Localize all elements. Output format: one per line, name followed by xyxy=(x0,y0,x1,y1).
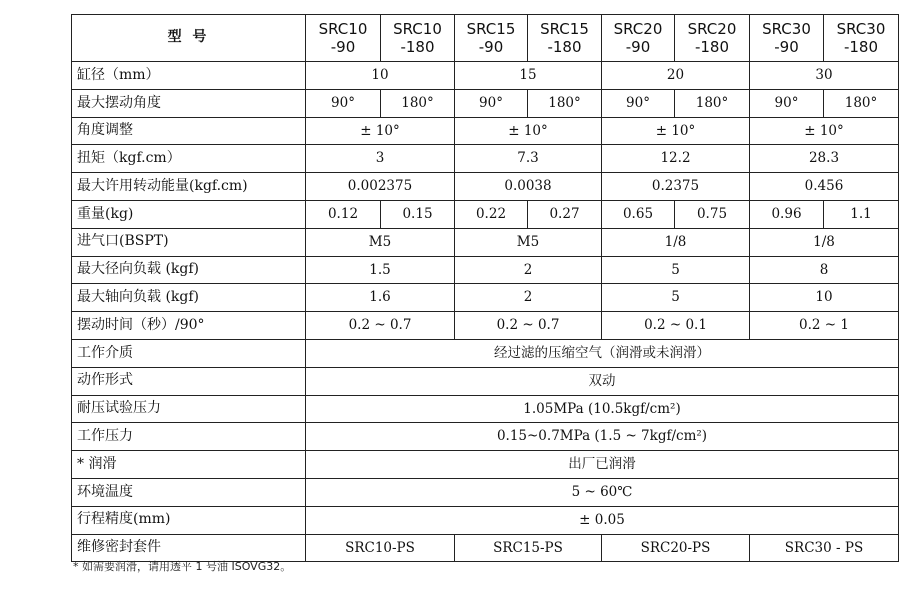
value-cell: 12.2 xyxy=(602,145,750,173)
value-cell: 1.1 xyxy=(824,200,899,228)
value-cell: 15 xyxy=(455,62,602,90)
value-cell: ± 10° xyxy=(306,117,455,145)
value-cell: 3 xyxy=(306,145,455,173)
value-cell: 28.3 xyxy=(750,145,899,173)
value-cell: 0.456 xyxy=(750,173,899,201)
row-label: 维修密封套件 xyxy=(72,534,306,562)
model-header-label: 型 号 xyxy=(72,15,306,62)
value-cell: 双动 xyxy=(306,367,899,395)
row-label: 扭矩（kgf.cm） xyxy=(72,145,306,173)
row-label: 缸径（mm） xyxy=(72,62,306,90)
value-cell: 90° xyxy=(750,89,824,117)
model-angle: -180 xyxy=(843,38,879,56)
value-cell: 0.0038 xyxy=(455,173,602,201)
value-cell: 2 xyxy=(455,284,602,312)
value-cell: ± 10° xyxy=(455,117,602,145)
value-cell: 180° xyxy=(824,89,899,117)
spec-row xyxy=(72,339,899,367)
value-cell: 0.002375 xyxy=(306,173,455,201)
value-cell: 90° xyxy=(306,89,381,117)
value-cell: 5 ~ 60℃ xyxy=(306,478,899,506)
value-cell: 1.5 xyxy=(306,256,455,284)
row-label: 角度调整 xyxy=(72,117,306,145)
spec-row xyxy=(72,145,899,173)
spec-table xyxy=(71,14,899,562)
spec-row xyxy=(72,451,899,479)
model-name: SRC10 xyxy=(393,20,442,38)
spec-row xyxy=(72,173,899,201)
row-label: 工作压力 xyxy=(72,423,306,451)
model-header-cell xyxy=(455,15,528,62)
model-name: SRC10 xyxy=(318,20,368,38)
model-name: SRC20 xyxy=(613,20,663,38)
value-cell: 180° xyxy=(381,89,455,117)
row-label: 耐压试验压力 xyxy=(72,395,306,423)
value-cell: 0.12 xyxy=(306,200,381,228)
row-label: * 润滑 xyxy=(72,451,306,479)
row-label: 最大许用转动能量(kgf.cm) xyxy=(72,173,306,201)
spec-row xyxy=(72,423,899,451)
value-cell: 180° xyxy=(528,89,602,117)
value-cell: 90° xyxy=(455,89,528,117)
row-label: 最大径向负载 (kgf) xyxy=(72,256,306,284)
value-cell: 0.2 ~ 1 xyxy=(750,312,899,340)
value-cell: SRC15-PS xyxy=(455,534,602,562)
value-cell: 5 xyxy=(602,256,750,284)
model-header-cell xyxy=(824,15,899,62)
model-angle: -90 xyxy=(330,38,356,56)
value-cell: 0.15 xyxy=(381,200,455,228)
footnote: * 如需要润滑，请用透平 1 号油 ISOVG32。 xyxy=(73,560,292,573)
spec-row xyxy=(72,367,899,395)
model-name: SRC15 xyxy=(466,20,516,38)
model-header-cell xyxy=(306,15,381,62)
model-angle: -90 xyxy=(625,38,651,56)
model-header-cell xyxy=(750,15,824,62)
value-cell: 0.27 xyxy=(528,200,602,228)
row-label: 动作形式 xyxy=(72,367,306,395)
value-cell: 1/8 xyxy=(750,228,899,256)
spec-row xyxy=(72,228,899,256)
value-cell: 0.22 xyxy=(455,200,528,228)
value-cell: ± 0.05 xyxy=(306,506,899,534)
value-cell: 10 xyxy=(750,284,899,312)
model-angle: -180 xyxy=(547,38,582,56)
value-cell: ± 10° xyxy=(750,117,899,145)
model-angle: -180 xyxy=(400,38,435,56)
model-name: SRC20 xyxy=(687,20,737,38)
value-cell: 1.05MPa (10.5kgf/cm²) xyxy=(306,395,899,423)
value-cell: M5 xyxy=(306,228,455,256)
value-cell: 5 xyxy=(602,284,750,312)
value-cell: 0.75 xyxy=(675,200,750,228)
model-header-cell xyxy=(381,15,455,62)
model-angle: -90 xyxy=(774,38,799,56)
value-cell: 0.15~0.7MPa (1.5 ~ 7kgf/cm²) xyxy=(306,423,899,451)
value-cell: 2 xyxy=(455,256,602,284)
model-name: SRC15 xyxy=(540,20,589,38)
value-cell: SRC30 - PS xyxy=(750,534,899,562)
value-cell: 1/8 xyxy=(602,228,750,256)
value-cell: ± 10° xyxy=(602,117,750,145)
model-header-cell xyxy=(675,15,750,62)
spec-row xyxy=(72,312,899,340)
value-cell: 0.2 ~ 0.7 xyxy=(455,312,602,340)
value-cell: 0.65 xyxy=(602,200,675,228)
spec-row xyxy=(72,506,899,534)
model-header-cell xyxy=(528,15,602,62)
row-label: 摆动时间（秒）/90° xyxy=(72,312,306,340)
value-cell: 20 xyxy=(602,62,750,90)
value-cell: SRC10-PS xyxy=(306,534,455,562)
value-cell: M5 xyxy=(455,228,602,256)
value-cell: 180° xyxy=(675,89,750,117)
spec-row xyxy=(72,62,899,90)
value-cell: 30 xyxy=(750,62,899,90)
value-cell: 经过滤的压缩空气（润滑或未润滑） xyxy=(306,339,899,367)
spec-row xyxy=(72,117,899,145)
model-header-cell xyxy=(602,15,675,62)
spec-row xyxy=(72,256,899,284)
header-row xyxy=(72,15,899,62)
row-label: 环境温度 xyxy=(72,478,306,506)
spec-row xyxy=(72,478,899,506)
row-label: 最大摆动角度 xyxy=(72,89,306,117)
row-label: 重量(kg) xyxy=(72,200,306,228)
value-cell: SRC20-PS xyxy=(602,534,750,562)
row-label: 行程精度(mm) xyxy=(72,506,306,534)
spec-row xyxy=(72,89,899,117)
value-cell: 出厂已润滑 xyxy=(306,451,899,479)
model-angle: -90 xyxy=(478,38,504,56)
model-name: SRC30 xyxy=(762,20,811,38)
value-cell: 0.2375 xyxy=(602,173,750,201)
model-name: SRC30 xyxy=(836,20,886,38)
value-cell: 0.2 ~ 0.7 xyxy=(306,312,455,340)
value-cell: 8 xyxy=(750,256,899,284)
value-cell: 0.2 ~ 0.1 xyxy=(602,312,750,340)
value-cell: 7.3 xyxy=(455,145,602,173)
spec-row xyxy=(72,395,899,423)
row-label: 进气口(BSPT) xyxy=(72,228,306,256)
spec-row xyxy=(72,284,899,312)
row-label: 工作介质 xyxy=(72,339,306,367)
spec-row xyxy=(72,200,899,228)
value-cell: 1.6 xyxy=(306,284,455,312)
row-label: 最大轴向负载 (kgf) xyxy=(72,284,306,312)
value-cell: 90° xyxy=(602,89,675,117)
value-cell: 0.96 xyxy=(750,200,824,228)
model-angle: -180 xyxy=(694,38,730,56)
value-cell: 10 xyxy=(306,62,455,90)
